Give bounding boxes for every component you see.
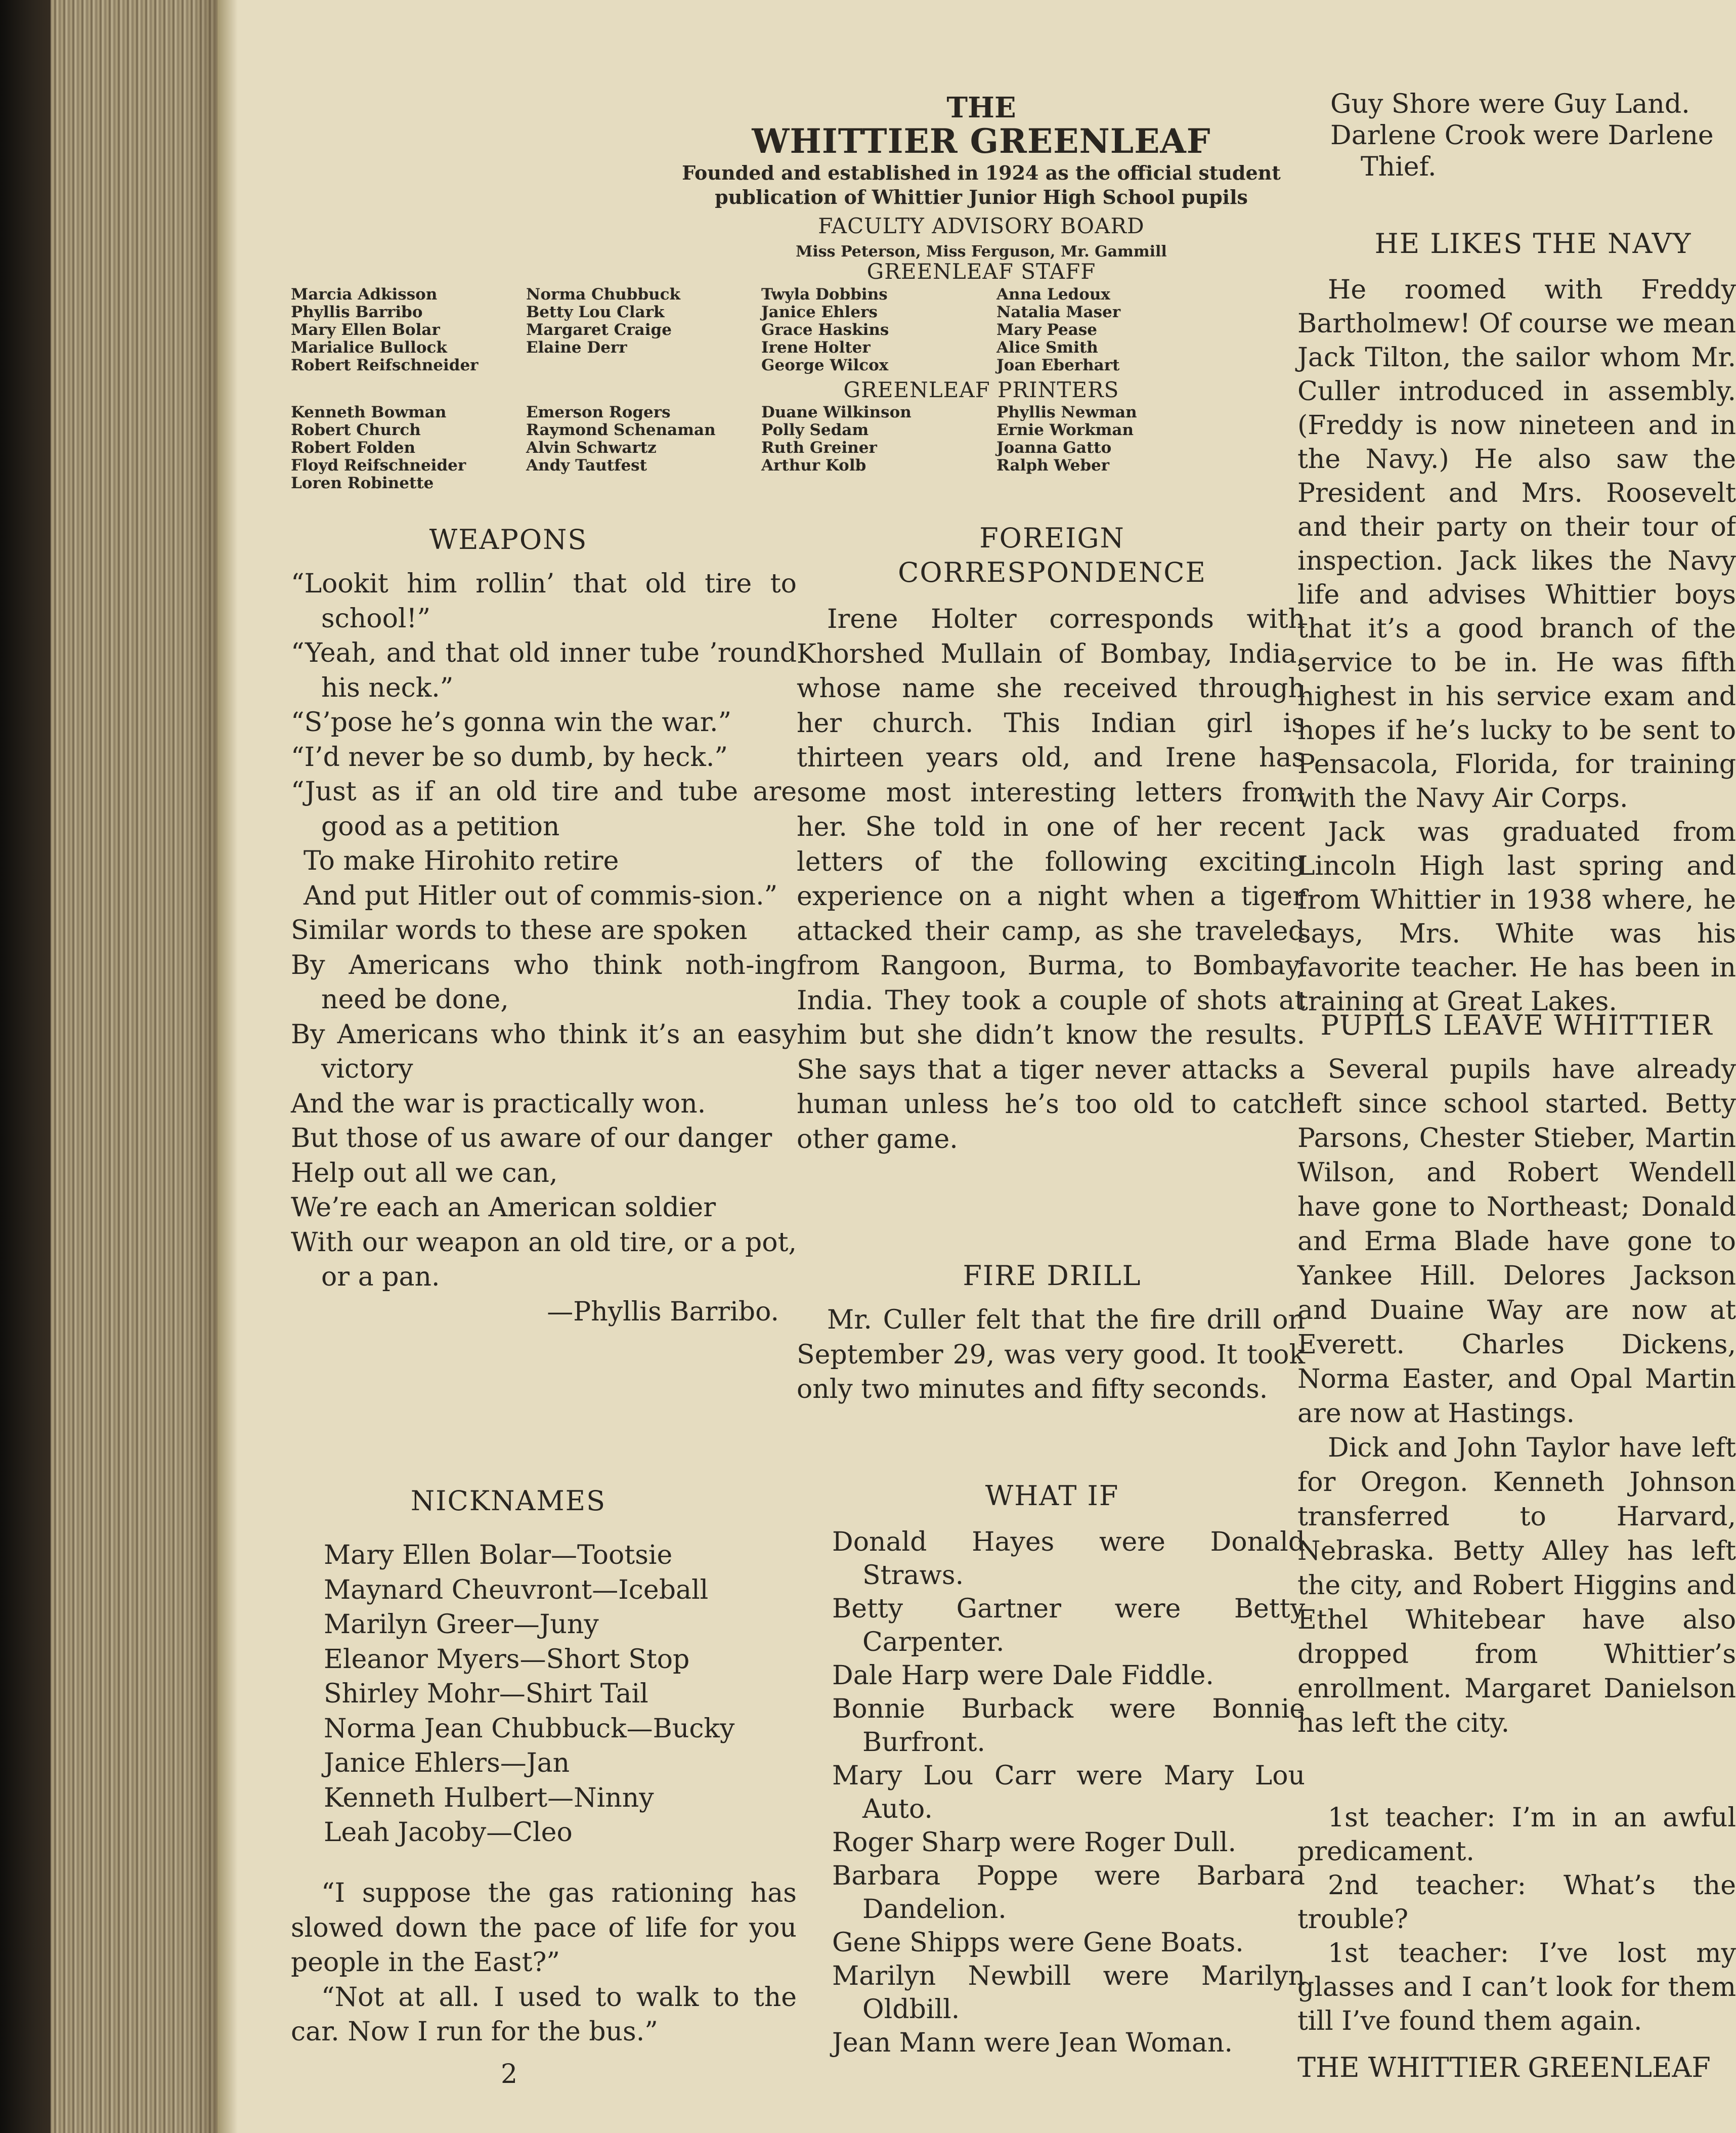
- nickname-item: Kenneth Hulbert—Ninny: [324, 1782, 654, 1813]
- staff-column: [291, 286, 479, 374]
- poem-line: Help out all we can,: [291, 1158, 558, 1188]
- gas-rationing-joke: [291, 1876, 797, 2050]
- poem-line: By Americans who think it’s an easy victory: [291, 1019, 797, 1084]
- foreign-heading: [799, 521, 1305, 590]
- pupils-heading: PUPILS LEAVE WHITTIER: [1320, 1009, 1713, 1041]
- nickname-item: Leah Jacoby—Cleo: [324, 1817, 573, 1848]
- printers-heading: GREENLEAF PRINTERS: [843, 377, 1119, 402]
- printer-name: Alvin Schwartz: [526, 439, 657, 457]
- masthead-title: WHITTIER GREENLEAF: [752, 121, 1211, 161]
- poem-line: “S’pose he’s gonna win the war.”: [291, 707, 732, 738]
- what-if-item: Mary Lou Carr were Mary Lou Auto.: [832, 1761, 1305, 1824]
- pupils-article: [1297, 1052, 1736, 1740]
- printer-name: Ernie Workman: [996, 421, 1134, 439]
- nickname-item: Marilyn Greer—Juny: [324, 1609, 599, 1640]
- printer-name: Raymond Schenaman: [526, 421, 716, 439]
- what-if-item: Darlene Crook were Darlene Thief.: [1330, 120, 1714, 182]
- newspaper-page: [218, 0, 1736, 2133]
- staff-name: Robert Reifschneider: [291, 356, 479, 374]
- poem-line: And put Hitler out of commis-sion.”: [303, 880, 778, 911]
- nickname-item: Shirley Mohr—Shirt Tail: [324, 1679, 648, 1709]
- poem-line: “I’d never be so dumb, by heck.”: [291, 742, 728, 773]
- what-if-item: Roger Sharp were Roger Dull.: [832, 1827, 1237, 1858]
- staff-name: Margaret Craige: [526, 321, 672, 339]
- article-paragraph: He roomed with Freddy Bartholmew! Of course we mean Jack Tilton, the sailor whom Mr. Culler introduced in assembly. (Freddy is now nineteen and in the Navy.) He also saw the President and Mrs. Roosevelt and their party on their tour of inspection. Jack likes the Navy life and advises Whittier boys that it’s a good branch of the service to be in. He was fifth highest in his service exam and hopes if he’s lucky to be sent to Pensacola, Florida, for training with the Navy Air Corps.: [1297, 275, 1736, 814]
- staff-name: Elaine Derr: [526, 338, 627, 357]
- printer-name: Ruth Greiner: [761, 439, 877, 457]
- foreign-heading-line: CORRESPONDENCE: [898, 557, 1206, 588]
- poem-line: “Yeah, and that old inner tube ’round his neck.”: [291, 638, 797, 703]
- article-paragraph: Several pupils have already left since school started. Betty Parsons, Chester Stieber, Martin Wilson, and Robert Wendell have gone to Northeast; Donald and Erma Blade have gone to Yankee Hill. Delores Jackson and Duaine Way are now at Everett. Charles Dickens, Norma Easter, and Opal Martin are now at Hastings.: [1297, 1054, 1736, 1429]
- nickname-item: Janice Ehlers—Jan: [324, 1748, 570, 1778]
- staff-column: [761, 286, 889, 374]
- what-if-item: Guy Shore were Guy Land.: [1330, 89, 1690, 119]
- printers-column: [996, 404, 1137, 475]
- printer-name: Phyllis Newman: [996, 403, 1137, 421]
- joke-line: 1st teacher: I’m in an awful predicament.: [1297, 1803, 1736, 1867]
- nickname-item: Maynard Cheuvront—Iceball: [324, 1574, 709, 1605]
- masthead-the: THE: [946, 91, 1016, 124]
- what-if-item: Bonnie Burback were Bonnie Burfront.: [832, 1694, 1305, 1758]
- printer-name: Andy Tautfest: [526, 456, 647, 475]
- poem-signature: —Phyllis Barribo.: [547, 1296, 779, 1327]
- what-if-item: Marilyn Newbill were Marilyn Oldbill.: [832, 1961, 1305, 2025]
- what-if-item: Donald Hayes were Donald Straws.: [832, 1527, 1305, 1591]
- staff-name: Mary Pease: [996, 321, 1098, 339]
- poem-line: And the war is practically won.: [291, 1088, 706, 1119]
- staff-name: Marcia Adkisson: [291, 285, 438, 304]
- nicknames-list: [324, 1538, 804, 1850]
- staff-heading: GREENLEAF STAFF: [866, 259, 1096, 284]
- joke-line: 1st teacher: I’ve lost my glasses and I can’t look for them till I’ve found them again.: [1297, 1938, 1736, 2036]
- nickname-item: Mary Ellen Bolar—Tootsie: [324, 1540, 673, 1570]
- staff-name: Betty Lou Clark: [526, 303, 665, 321]
- staff-column: [996, 286, 1120, 374]
- weapons-poem: [291, 567, 797, 1329]
- masthead-subtitle-line: publication of Whittier Junior High School pupils: [715, 186, 1248, 208]
- page-edges: [51, 0, 223, 2133]
- article-paragraph: Mr. Culler felt that the fire drill on September 29, was very good. It took only two minutes and fifty seconds.: [797, 1305, 1305, 1404]
- printers-column: [291, 404, 466, 492]
- printer-name: Joanna Gatto: [996, 439, 1112, 457]
- what-if-item: Jean Mann were Jean Woman.: [832, 2028, 1233, 2058]
- staff-name: George Wilcox: [761, 356, 889, 374]
- faculty-names: Miss Peterson, Miss Ferguson, Mr. Gammill: [796, 243, 1167, 261]
- poem-line: Similar words to these are spoken: [291, 915, 748, 946]
- staff-name: Marialice Bullock: [291, 338, 447, 357]
- article-paragraph: Dick and John Taylor have left for Oregon. Kenneth Johnson transferred to Harvard, Nebraska. Betty Alley has left the city, and Robert Higgins and Ethel Whitebear have also dropped from Whittier’s enrollment. Margaret Danielson has left the city.: [1297, 1433, 1736, 1738]
- what-if-list: [832, 1525, 1305, 2060]
- staff-name: Janice Ehlers: [761, 303, 878, 321]
- article-paragraph: Jack was graduated from Lincoln High last spring and from Whittier in 1938 where, he says, Mrs. White was his favorite teacher. He has been in training at Great Lakes.: [1297, 817, 1736, 1017]
- staff-name: Twyla Dobbins: [761, 285, 888, 304]
- staff-name: Anna Ledoux: [996, 285, 1110, 304]
- joke-line: 2nd teacher: What’s the trouble?: [1297, 1870, 1736, 1935]
- printer-name: Polly Sedam: [761, 421, 869, 439]
- fire-drill-article: [797, 1303, 1305, 1407]
- weapons-heading: WEAPONS: [429, 524, 588, 556]
- staff-name: Phyllis Barribo: [291, 303, 423, 321]
- printer-name: Ralph Weber: [996, 456, 1110, 475]
- staff-column: [526, 286, 680, 357]
- joke-line: “I suppose the gas rationing has slowed down the pace of life for you people in the East?”: [291, 1878, 797, 1978]
- foreign-article: [797, 602, 1305, 1157]
- navy-article: [1297, 273, 1736, 1019]
- printer-name: Emerson Rogers: [526, 403, 671, 421]
- printers-column: [526, 404, 716, 475]
- what-if-item: Betty Gartner were Betty Carpenter.: [832, 1594, 1305, 1657]
- printers-column: [761, 404, 912, 475]
- article-paragraph: Irene Holter corresponds with Khorshed Mullain of Bombay, India, whose name she received through her church. This Indian girl is thirteen years old, and Irene has some most interesting letters from her. She told in one of her recent letters of the following exciting experience on a night when a tiger attacked their camp, as she traveled from Rangoon, Burma, to Bombay, India. They took a couple of shots at him but she didn’t know the results. She says that a tiger never attacks a human unless he’s too old to catch other game.: [797, 604, 1305, 1155]
- footer-title: THE WHITTIER GREENLEAF: [1297, 2052, 1711, 2083]
- faculty-heading: FACULTY ADVISORY BOARD: [818, 214, 1145, 238]
- staff-name: Joan Eberhart: [996, 356, 1120, 374]
- joke-line: “Not at all. I used to walk to the car. Now I run for the bus.”: [291, 1982, 797, 2047]
- what-if-item: Dale Harp were Dale Fiddle.: [832, 1660, 1214, 1691]
- staff-name: Irene Holter: [761, 338, 871, 357]
- fire-drill-heading: FIRE DRILL: [963, 1260, 1142, 1292]
- nicknames-heading: NICKNAMES: [410, 1485, 606, 1517]
- masthead-subtitle-line: Founded and established in 1924 as the official student: [682, 161, 1281, 184]
- what-if-heading: WHAT IF: [985, 1480, 1119, 1512]
- printer-name: Floyd Reifschneider: [291, 456, 466, 475]
- what-if-item: Gene Shipps were Gene Boats.: [832, 1928, 1244, 1958]
- poem-line: “Lookit him rollin’ that old tire to school!”: [291, 569, 797, 634]
- navy-heading: HE LIKES THE NAVY: [1374, 228, 1692, 260]
- what-if-item: Barbara Poppe were Barbara Dandelion.: [832, 1861, 1305, 1925]
- printer-name: Duane Wilkinson: [761, 403, 912, 421]
- printer-name: Robert Folden: [291, 439, 415, 457]
- poem-line: With our weapon an old tire, or a pot, or a pan.: [291, 1227, 797, 1292]
- staff-name: Natalia Maser: [996, 303, 1121, 321]
- poem-line: But those of us aware of our danger: [291, 1123, 772, 1154]
- what-if-continued: [1330, 89, 1736, 183]
- page-number: 2: [501, 2059, 518, 2089]
- nickname-item: Norma Jean Chubbuck—Bucky: [324, 1713, 735, 1744]
- masthead-subtitle: [602, 161, 1361, 209]
- printer-name: Kenneth Bowman: [291, 403, 447, 421]
- poem-line: “Just as if an old tire and tube are good as a petition: [291, 777, 797, 842]
- staff-name: Mary Ellen Bolar: [291, 321, 440, 339]
- teacher-joke: [1297, 1801, 1736, 2038]
- staff-name: Norma Chubbuck: [526, 285, 681, 304]
- foreign-heading-line: FOREIGN: [979, 522, 1125, 554]
- poem-line: We’re each an American soldier: [291, 1192, 716, 1223]
- poem-line: To make Hirohito retire: [303, 846, 619, 876]
- nickname-item: Eleanor Myers—Short Stop: [324, 1644, 690, 1675]
- poem-line: By Americans who think noth-ing need be done,: [291, 950, 797, 1015]
- printer-name: Loren Robinette: [291, 474, 434, 492]
- printer-name: Robert Church: [291, 421, 421, 439]
- staff-name: Alice Smith: [996, 338, 1098, 357]
- printer-name: Arthur Kolb: [761, 456, 866, 475]
- staff-name: Grace Haskins: [761, 321, 889, 339]
